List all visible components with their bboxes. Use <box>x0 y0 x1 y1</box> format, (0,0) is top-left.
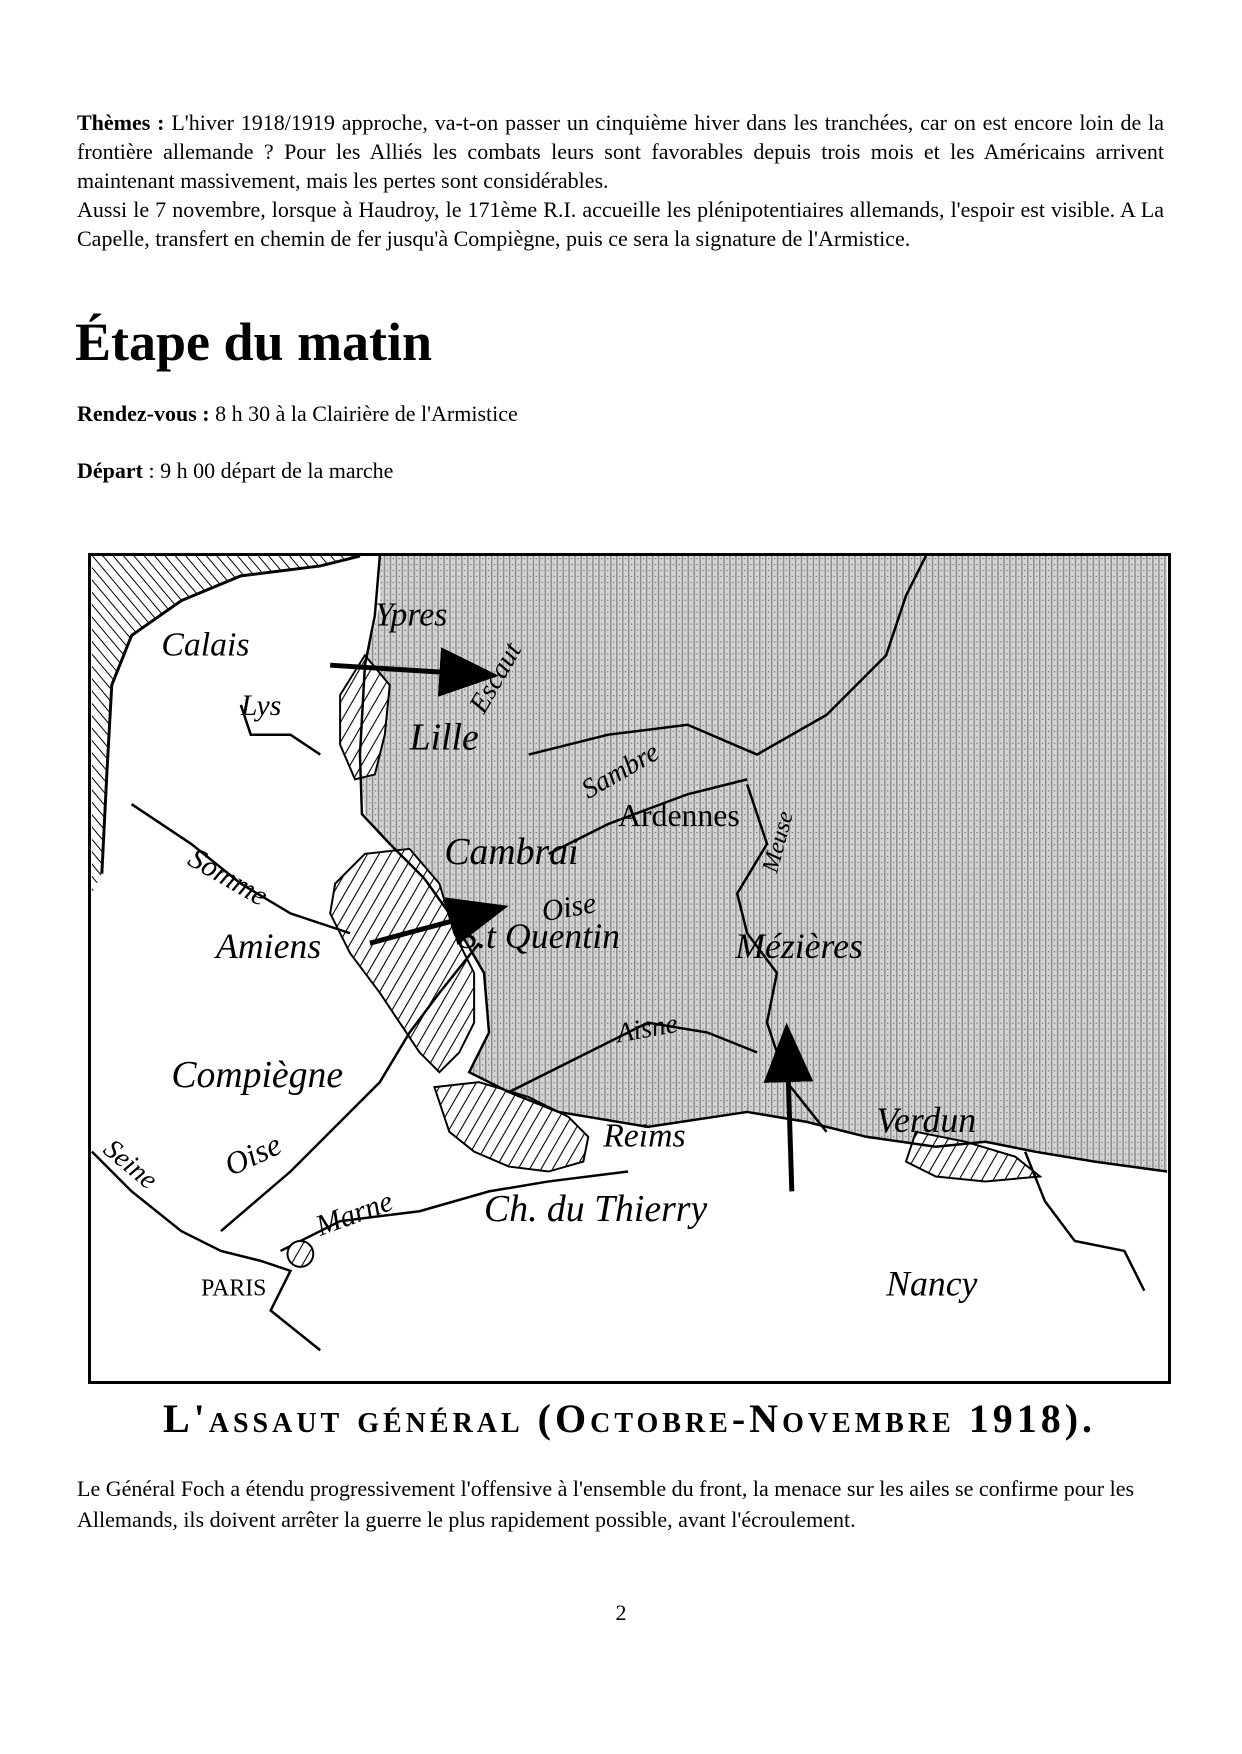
label-calais: Calais <box>161 626 250 664</box>
label-compiegne: Compiègne <box>171 1054 344 1097</box>
themes-text: L'hiver 1918/1919 approche, va-t-on passer un cinquième hiver dans les tranchées, car on est encore loin de la frontière allemande ? Pour les Alliés les combats leurs sont favorables depuis trois mois et les Américains arrivent maintenant massivement, mais les pertes sont considérables. <box>77 110 1164 193</box>
label-ypres: Ypres <box>374 596 448 634</box>
label-st-quentin: S.t Quentin <box>459 916 621 957</box>
label-verdun: Verdun <box>876 1099 977 1140</box>
label-meuse: Meuse <box>757 808 799 876</box>
armistice-paragraph: Aussi le 7 novembre, lorsque à Haudroy, le 171ème R.I. accueille les plénipotentiaires allemands, l'espoir est visible. A La Capelle, transfert en chemin de fer jusqu'à Compiègne, puis ce sera la signature de l'Armistice. <box>77 197 1164 251</box>
map-svg <box>91 556 1168 1381</box>
rendezvous-text: 8 h 30 à la Clairière de l'Armistice <box>209 401 518 426</box>
label-ardennes: Ardennes <box>618 798 740 834</box>
map-caption: L'assaut général (Octobre-Novembre 1918). <box>162 1396 1097 1441</box>
label-seine: Seine <box>97 1133 164 1196</box>
label-aisne: Aisne <box>613 1008 681 1050</box>
depart-label: Départ <box>77 458 143 483</box>
label-amiens: Amiens <box>216 926 322 967</box>
label-lys: Lys <box>240 688 282 722</box>
label-somme: Somme <box>182 841 274 913</box>
themes-label: Thèmes : <box>77 110 165 135</box>
conclusion-paragraph: Le Général Foch a étendu progressivement l'offensive à l'ensemble du front, la menace sur les ailes se confirme pour les Allemands, ils doivent arrêter la guerre le plus rapidement possible, avant l'écroulement. <box>77 1476 1135 1532</box>
page-number: 2 <box>615 1600 627 1625</box>
label-oise-north: Oise <box>539 886 599 929</box>
label-marne: Marne <box>311 1184 398 1243</box>
label-cambrai: Cambrai <box>444 830 579 873</box>
depart-text: : 9 h 00 départ de la marche <box>142 458 394 483</box>
label-oise-south: Oise <box>219 1126 287 1183</box>
label-nancy: Nancy <box>886 1263 978 1304</box>
coastline <box>92 556 360 894</box>
label-sambre: Sambre <box>576 736 665 806</box>
label-chateau-thierry: Ch. du Thierry <box>484 1188 708 1231</box>
label-lille: Lille <box>409 716 479 759</box>
depart-line <box>77 457 393 485</box>
rendezvous-label: Rendez-vous : <box>77 401 210 426</box>
label-paris: PARIS <box>201 1275 267 1302</box>
historical-map <box>88 553 1171 1384</box>
paris-marker <box>287 1241 313 1267</box>
section-title: Étape du matin <box>75 312 433 372</box>
label-reims: Reims <box>603 1117 686 1155</box>
intro-section <box>77 108 1164 253</box>
label-escaut: Escaut <box>463 637 528 719</box>
eastern-border <box>1025 1152 1144 1291</box>
themes-paragraph <box>77 108 1164 195</box>
rendezvous-line <box>77 400 518 428</box>
river-seine-line <box>92 1152 320 1351</box>
label-mezieres: Mézières <box>735 926 863 967</box>
